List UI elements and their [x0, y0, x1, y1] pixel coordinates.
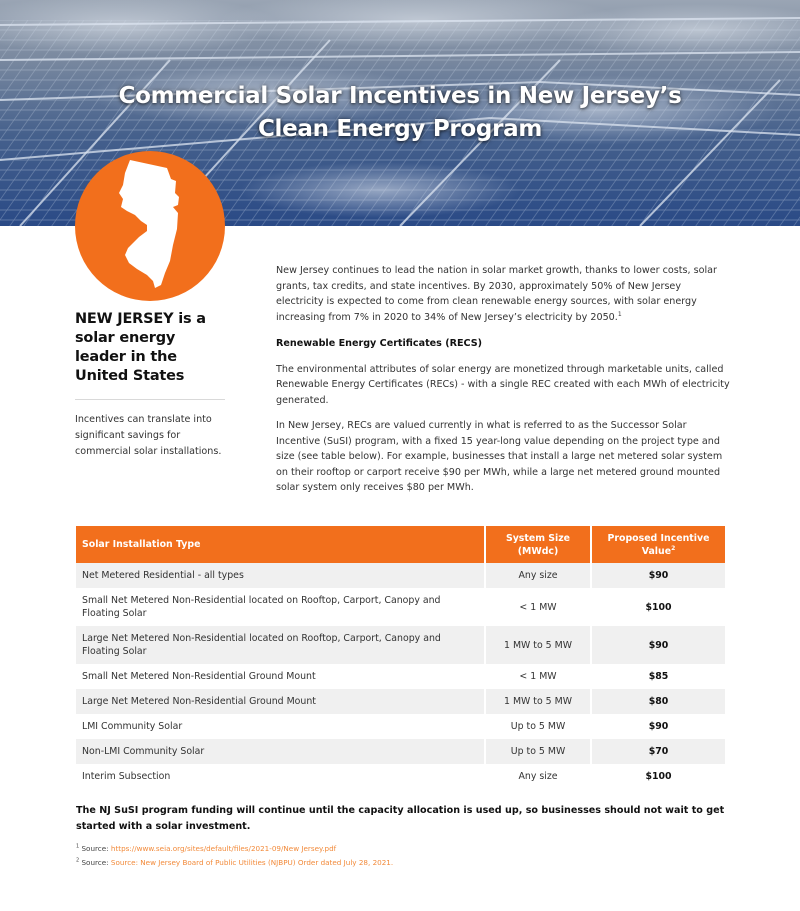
cell-size: < 1 MW	[485, 664, 591, 689]
new-jersey-state-map-icon	[75, 151, 225, 301]
cell-value: $90	[591, 714, 725, 739]
cell-value: $100	[591, 588, 725, 626]
right-column	[276, 263, 731, 496]
left-divider	[75, 399, 225, 400]
closing-statement: The NJ SuSI program funding will continue until the capacity allocation is used up, so businesses should not wait to get started with a solar investment.	[76, 805, 725, 832]
footnote-2-link[interactable]: Source: New Jersey Board of Public Utilities (NJBPU) Order dated July 28, 2021.	[110, 858, 394, 867]
cell-value: $85	[591, 664, 725, 689]
footnote-number: 1	[76, 843, 80, 850]
cell-type: Large Net Metered Non-Residential located on Rooftop, Carport, Canopy and Floating Solar	[76, 626, 485, 664]
page-title-line1: Commercial Solar Incentives in New Jersey’s	[118, 83, 682, 109]
new-jersey-badge	[75, 151, 225, 301]
footnote-number: 2	[76, 857, 80, 864]
recs-heading: Renewable Energy Certificates (RECS)	[276, 338, 483, 349]
table-row	[76, 664, 725, 689]
footnote-ref-2[interactable]: 2	[671, 544, 676, 552]
left-subtext: Incentives can translate into significant savings for commercial solar installations.	[75, 414, 222, 457]
cell-type: Large Net Metered Non-Residential Ground Mount	[76, 689, 485, 714]
cell-size: < 1 MW	[485, 588, 591, 626]
cell-value: $100	[591, 764, 725, 789]
footnote-2	[76, 856, 736, 870]
header-incentive-value	[591, 526, 725, 563]
table-row	[76, 739, 725, 764]
susi-paragraph: In New Jersey, RECs are valued currently in what is referred to as the Successor Solar Incentive (SuSI) program, with a fixed 15 year-long value depending on the project type and size (see table below). For example, businesses that install a large net metered solar system on their rooftop or carport receive $90 per MWh, while a large net metered ground mounted solar system only receives $80 per MWh.	[276, 420, 723, 493]
table-row	[76, 714, 725, 739]
header-installation-type: Solar Installation Type	[76, 526, 485, 563]
table-row	[76, 689, 725, 714]
footnote-label: Source:	[81, 844, 111, 853]
header-system-size: System Size (MWdc)	[485, 526, 591, 563]
intro-paragraph	[276, 263, 731, 325]
footnote-1-link[interactable]: https://www.seia.org/sites/default/files/2021-09/New Jersey.pdf	[110, 844, 337, 853]
recs-paragraph: The environmental attributes of solar energy are monetized through marketable units, called Renewable Energy Certificates (RECs) - with a single REC created with each MWh of electricity generated.	[276, 363, 730, 406]
table-row	[76, 588, 725, 626]
header-incentive-value-text: Proposed Incentive Value	[607, 532, 710, 557]
cell-value: $70	[591, 739, 725, 764]
page-title	[0, 80, 800, 146]
table-row	[76, 626, 725, 664]
table-header-row	[76, 526, 725, 563]
table-row	[76, 563, 725, 588]
left-heading: NEW JERSEY is a solar energy leader in the United States	[75, 311, 206, 384]
cell-size: 1 MW to 5 MW	[485, 626, 591, 664]
table-row	[76, 764, 725, 789]
cell-value: $90	[591, 626, 725, 664]
cell-type: Small Net Metered Non-Residential Ground Mount	[76, 664, 485, 689]
footnote-1	[76, 842, 736, 856]
page-title-line2: Clean Energy Program	[257, 116, 543, 142]
cell-type: Interim Subsection	[76, 764, 485, 789]
cell-size: Any size	[485, 563, 591, 588]
cell-type: LMI Community Solar	[76, 714, 485, 739]
cell-type: Net Metered Residential - all types	[76, 563, 485, 588]
footnote-label: Source:	[81, 858, 111, 867]
footnote-ref-1[interactable]: 1	[617, 310, 622, 318]
cell-value: $90	[591, 563, 725, 588]
intro-text: New Jersey continues to lead the nation in solar market growth, thanks to lower costs, solar grants, tax credits, and state incentives. By 2030, approximately 50% of New Jersey electricity is expected to come from clean renewable energy sources, with solar energy increasing from 7% in 2020 to 34% of New Jersey’s electricity by 2050.	[276, 265, 717, 323]
cell-size: Up to 5 MW	[485, 739, 591, 764]
cell-size: 1 MW to 5 MW	[485, 689, 591, 714]
left-column	[75, 310, 225, 460]
cell-size: Any size	[485, 764, 591, 789]
footnotes	[76, 842, 736, 870]
cell-type: Small Net Metered Non-Residential located on Rooftop, Carport, Canopy and Floating Solar	[76, 588, 485, 626]
cell-size: Up to 5 MW	[485, 714, 591, 739]
cell-type: Non-LMI Community Solar	[76, 739, 485, 764]
incentive-table	[76, 526, 725, 789]
cell-value: $80	[591, 689, 725, 714]
